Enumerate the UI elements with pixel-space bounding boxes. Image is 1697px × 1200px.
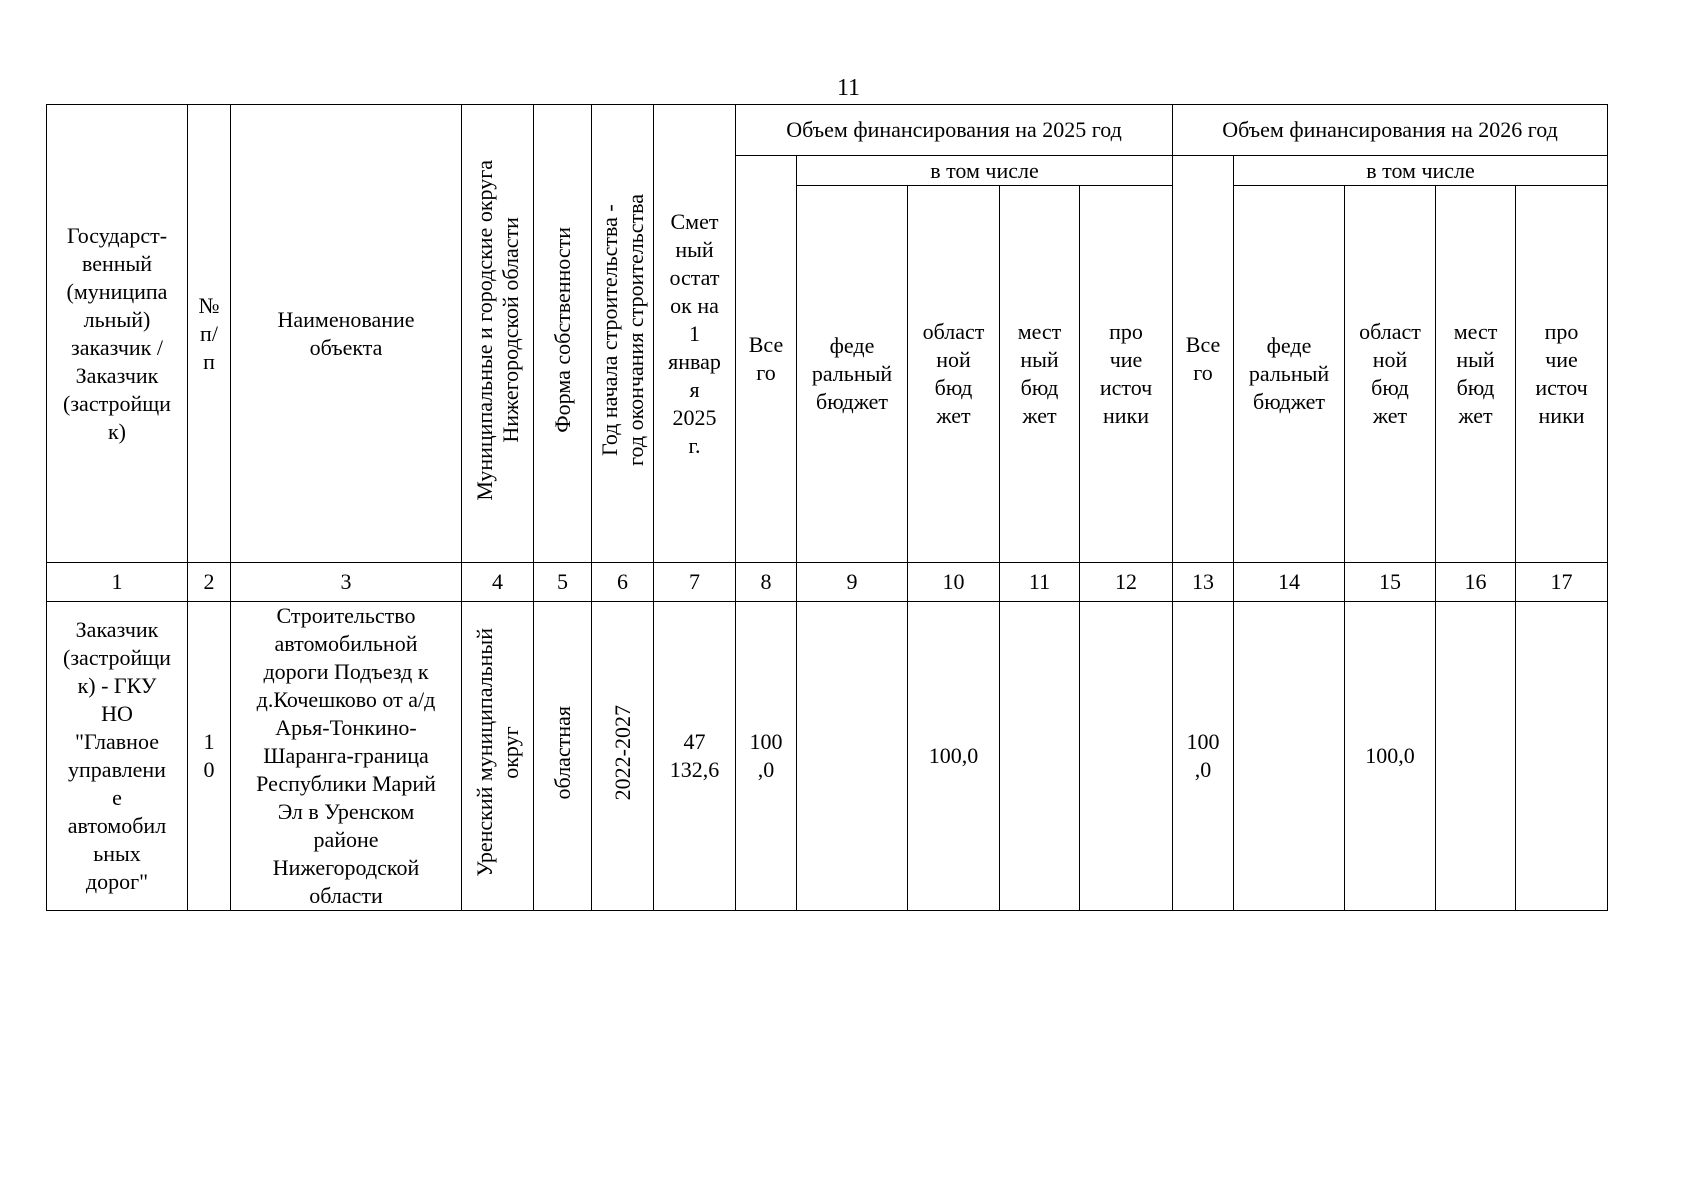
header-other-2026: про чие источ ники: [1516, 186, 1608, 563]
header-federal-2025: феде ральный бюджет: [797, 186, 908, 563]
header-other-2025: про чие источ ники: [1080, 186, 1173, 563]
cell-other-2025: [1080, 602, 1173, 911]
column-number: 11: [1000, 563, 1080, 602]
cell-total-2025: 100 ,0: [736, 602, 797, 911]
column-numbers-row: [47, 563, 1608, 602]
header-customer: Государст- венный (муниципа льный) заказчик / Заказчик (застройщи к): [47, 105, 188, 563]
cell-regional-2026: 100,0: [1345, 602, 1436, 911]
column-number: 14: [1234, 563, 1345, 602]
cell-object-name: Строительство автомобильной дороги Подъезд к д.Кочешково от а/д Арья-Тонкино- Шаранга-граница Республики Марий Эл в Уренском районе Нижегородской области: [231, 602, 462, 911]
cell-total-2026: 100 ,0: [1173, 602, 1234, 911]
cell-estimated-balance: 47 132,6: [654, 602, 736, 911]
cell-federal-2025: [797, 602, 908, 911]
header-municipal-districts: Муниципальные и городские округа Нижегородской области: [462, 105, 534, 563]
column-number: 3: [231, 563, 462, 602]
column-number: 5: [534, 563, 592, 602]
header-construction-years: Год начала строительства - год окончания строительства: [592, 105, 654, 563]
table-row: [47, 602, 1608, 911]
column-number: 17: [1516, 563, 1608, 602]
cell-federal-2026: [1234, 602, 1345, 911]
header-local-2026: мест ный бюд жет: [1436, 186, 1516, 563]
column-number: 7: [654, 563, 736, 602]
column-number: 10: [908, 563, 1000, 602]
header-ownership-form: Форма собственности: [534, 105, 592, 563]
header-funding-2026: Объем финансирования на 2026 год: [1173, 105, 1608, 156]
column-number: 1: [47, 563, 188, 602]
header-regional-2025: област ной бюд жет: [908, 186, 1000, 563]
header-total-2025: Все го: [736, 156, 797, 563]
column-number: 15: [1345, 563, 1436, 602]
header-including-2026: в том числе: [1234, 156, 1608, 186]
cell-regional-2025: 100,0: [908, 602, 1000, 911]
header-local-2025: мест ный бюд жет: [1000, 186, 1080, 563]
column-number: 8: [736, 563, 797, 602]
column-number: 2: [188, 563, 231, 602]
column-number: 16: [1436, 563, 1516, 602]
cell-years: 2022-2027: [592, 602, 654, 911]
column-number: 12: [1080, 563, 1173, 602]
cell-ownership: областная: [534, 602, 592, 911]
header-estimated-balance: Смет ный остат ок на 1 январ я 2025 г.: [654, 105, 736, 563]
header-regional-2026: област ной бюд жет: [1345, 186, 1436, 563]
cell-num: 1 0: [188, 602, 231, 911]
header-num: № п/ п: [188, 105, 231, 563]
header-object-name: Наименование объекта: [231, 105, 462, 563]
column-number: 9: [797, 563, 908, 602]
header-funding-2025: Объем финансирования на 2025 год: [736, 105, 1173, 156]
cell-other-2026: [1516, 602, 1608, 911]
cell-local-2026: [1436, 602, 1516, 911]
financing-table: [46, 104, 1608, 911]
header-including-2025: в том числе: [797, 156, 1173, 186]
cell-customer: Заказчик (застройщи к) - ГКУ НО "Главное управлени е автомобил ьных дорог": [47, 602, 188, 911]
column-number: 13: [1173, 563, 1234, 602]
header-total-2026: Все го: [1173, 156, 1234, 563]
cell-district: Уренский муниципальный округ: [462, 602, 534, 911]
header-federal-2026: феде ральный бюджет: [1234, 186, 1345, 563]
column-number: 4: [462, 563, 534, 602]
column-number: 6: [592, 563, 654, 602]
cell-local-2025: [1000, 602, 1080, 911]
page-number: 11: [836, 75, 861, 101]
